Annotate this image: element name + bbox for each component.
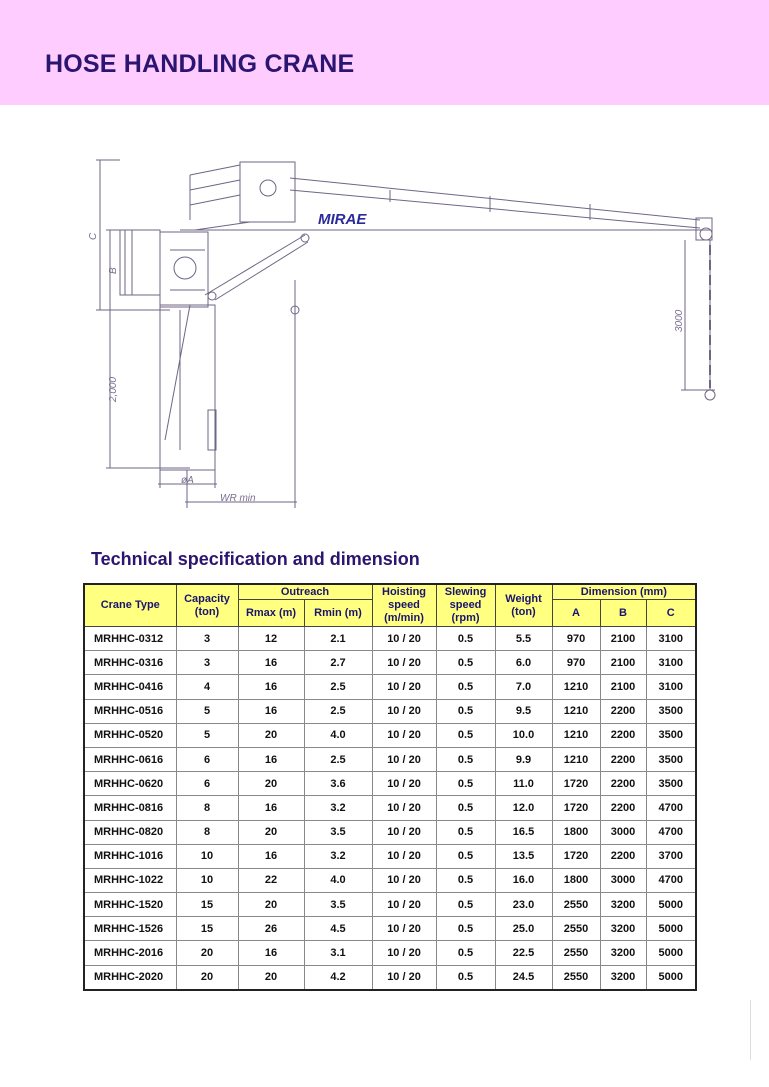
crane-drawing bbox=[90, 150, 740, 520]
dim-label-b: B bbox=[108, 267, 119, 274]
cell-dim-a: 1800 bbox=[552, 868, 600, 892]
cell-dim-a: 2550 bbox=[552, 893, 600, 917]
cell-rmax: 20 bbox=[238, 965, 304, 990]
spec-table bbox=[83, 583, 697, 991]
cell-dim-a: 1800 bbox=[552, 820, 600, 844]
col-dim-a: A bbox=[552, 600, 600, 627]
table-row bbox=[84, 941, 696, 965]
cell-dim-c: 3500 bbox=[646, 747, 696, 771]
cell-capacity: 10 bbox=[176, 844, 238, 868]
cell-rmax: 20 bbox=[238, 820, 304, 844]
cell-capacity: 8 bbox=[176, 820, 238, 844]
cell-dim-c: 3500 bbox=[646, 723, 696, 747]
cell-dim-c: 5000 bbox=[646, 965, 696, 990]
cell-weight: 16.0 bbox=[495, 868, 552, 892]
cell-hoisting: 10 / 20 bbox=[372, 941, 436, 965]
cell-crane-type: MRHHC-0620 bbox=[84, 772, 176, 796]
cell-rmin: 4.2 bbox=[304, 965, 372, 990]
cell-dim-a: 970 bbox=[552, 627, 600, 651]
cell-slewing: 0.5 bbox=[436, 941, 495, 965]
cell-rmin: 3.2 bbox=[304, 796, 372, 820]
cell-capacity: 15 bbox=[176, 893, 238, 917]
cell-crane-type: MRHHC-0316 bbox=[84, 651, 176, 675]
cell-dim-b: 3200 bbox=[600, 941, 646, 965]
cell-dim-c: 3100 bbox=[646, 675, 696, 699]
cell-crane-type: MRHHC-0312 bbox=[84, 627, 176, 651]
cell-rmin: 2.5 bbox=[304, 675, 372, 699]
cell-weight: 9.5 bbox=[495, 699, 552, 723]
cell-dim-b: 2200 bbox=[600, 699, 646, 723]
cell-dim-a: 2550 bbox=[552, 965, 600, 990]
cell-hoisting: 10 / 20 bbox=[372, 965, 436, 990]
cell-slewing: 0.5 bbox=[436, 917, 495, 941]
table-row bbox=[84, 796, 696, 820]
dim-label-chain: 3000 bbox=[674, 309, 685, 332]
cell-rmax: 20 bbox=[238, 723, 304, 747]
cell-dim-a: 2550 bbox=[552, 941, 600, 965]
col-slewing-speed: Slewing speed (rpm) bbox=[436, 584, 495, 627]
col-dim-c: C bbox=[646, 600, 696, 627]
col-outreach: Outreach bbox=[238, 584, 372, 600]
table-row bbox=[84, 820, 696, 844]
cell-capacity: 20 bbox=[176, 965, 238, 990]
table-row bbox=[84, 699, 696, 723]
cell-weight: 10.0 bbox=[495, 723, 552, 747]
cell-hoisting: 10 / 20 bbox=[372, 917, 436, 941]
cell-slewing: 0.5 bbox=[436, 651, 495, 675]
cell-capacity: 10 bbox=[176, 868, 238, 892]
cell-crane-type: MRHHC-2016 bbox=[84, 941, 176, 965]
cell-rmin: 3.5 bbox=[304, 820, 372, 844]
cell-dim-c: 5000 bbox=[646, 941, 696, 965]
cell-dim-c: 4700 bbox=[646, 796, 696, 820]
table-row bbox=[84, 772, 696, 796]
cell-crane-type: MRHHC-0520 bbox=[84, 723, 176, 747]
table-row bbox=[84, 868, 696, 892]
table-row bbox=[84, 965, 696, 990]
cell-dim-b: 2200 bbox=[600, 723, 646, 747]
col-rmax: Rmax (m) bbox=[238, 600, 304, 627]
cell-weight: 22.5 bbox=[495, 941, 552, 965]
cell-slewing: 0.5 bbox=[436, 627, 495, 651]
table-row bbox=[84, 627, 696, 651]
table-row bbox=[84, 917, 696, 941]
cell-dim-b: 2200 bbox=[600, 796, 646, 820]
col-dim-b: B bbox=[600, 600, 646, 627]
cell-dim-b: 2100 bbox=[600, 627, 646, 651]
cell-weight: 9.9 bbox=[495, 747, 552, 771]
spec-table-body bbox=[84, 627, 696, 990]
dim-label-height: 2,000 bbox=[108, 376, 119, 402]
cell-weight: 11.0 bbox=[495, 772, 552, 796]
cell-hoisting: 10 / 20 bbox=[372, 651, 436, 675]
cell-crane-type: MRHHC-0616 bbox=[84, 747, 176, 771]
dim-label-wr-min: WR min bbox=[220, 493, 256, 504]
cell-capacity: 3 bbox=[176, 651, 238, 675]
cell-dim-c: 5000 bbox=[646, 917, 696, 941]
cell-slewing: 0.5 bbox=[436, 965, 495, 990]
cell-rmin: 2.5 bbox=[304, 747, 372, 771]
cell-hoisting: 10 / 20 bbox=[372, 796, 436, 820]
cell-crane-type: MRHHC-0820 bbox=[84, 820, 176, 844]
cell-slewing: 0.5 bbox=[436, 747, 495, 771]
cell-rmax: 16 bbox=[238, 747, 304, 771]
cell-rmin: 3.2 bbox=[304, 844, 372, 868]
col-crane-type: Crane Type bbox=[84, 584, 176, 627]
cell-slewing: 0.5 bbox=[436, 893, 495, 917]
cell-dim-b: 2200 bbox=[600, 844, 646, 868]
cell-rmax: 16 bbox=[238, 796, 304, 820]
cell-hoisting: 10 / 20 bbox=[372, 844, 436, 868]
cell-dim-b: 3000 bbox=[600, 820, 646, 844]
cell-weight: 23.0 bbox=[495, 893, 552, 917]
cell-hoisting: 10 / 20 bbox=[372, 747, 436, 771]
cell-rmax: 20 bbox=[238, 893, 304, 917]
cell-dim-c: 3500 bbox=[646, 772, 696, 796]
cell-crane-type: MRHHC-0416 bbox=[84, 675, 176, 699]
cell-slewing: 0.5 bbox=[436, 868, 495, 892]
cell-dim-b: 2100 bbox=[600, 675, 646, 699]
cell-dim-b: 2200 bbox=[600, 772, 646, 796]
cell-slewing: 0.5 bbox=[436, 820, 495, 844]
table-row bbox=[84, 723, 696, 747]
cell-weight: 25.0 bbox=[495, 917, 552, 941]
cell-hoisting: 10 / 20 bbox=[372, 772, 436, 796]
cell-capacity: 8 bbox=[176, 796, 238, 820]
cell-dim-a: 1210 bbox=[552, 699, 600, 723]
cell-rmax: 16 bbox=[238, 844, 304, 868]
cell-dim-a: 1210 bbox=[552, 747, 600, 771]
cell-rmax: 22 bbox=[238, 868, 304, 892]
cell-rmin: 3.6 bbox=[304, 772, 372, 796]
cell-dim-a: 1720 bbox=[552, 796, 600, 820]
cell-capacity: 20 bbox=[176, 941, 238, 965]
cell-capacity: 5 bbox=[176, 699, 238, 723]
cell-hoisting: 10 / 20 bbox=[372, 675, 436, 699]
cell-weight: 5.5 bbox=[495, 627, 552, 651]
cell-weight: 12.0 bbox=[495, 796, 552, 820]
cell-capacity: 3 bbox=[176, 627, 238, 651]
dim-label-dia-a: øA bbox=[181, 475, 194, 486]
cell-rmax: 16 bbox=[238, 675, 304, 699]
cell-rmax: 26 bbox=[238, 917, 304, 941]
cell-rmin: 3.5 bbox=[304, 893, 372, 917]
cell-rmin: 2.5 bbox=[304, 699, 372, 723]
cell-weight: 13.5 bbox=[495, 844, 552, 868]
cell-rmin: 3.1 bbox=[304, 941, 372, 965]
cell-slewing: 0.5 bbox=[436, 675, 495, 699]
col-dimension: Dimension (mm) bbox=[552, 584, 696, 600]
cell-dim-c: 3100 bbox=[646, 651, 696, 675]
cell-hoisting: 10 / 20 bbox=[372, 723, 436, 747]
page-edge-mark bbox=[750, 1000, 751, 1060]
section-heading: Technical specification and dimension bbox=[91, 549, 420, 569]
col-rmin: Rmin (m) bbox=[304, 600, 372, 627]
table-row bbox=[84, 675, 696, 699]
cell-dim-c: 3700 bbox=[646, 844, 696, 868]
cell-rmax: 16 bbox=[238, 941, 304, 965]
col-weight: Weight (ton) bbox=[495, 584, 552, 627]
cell-dim-c: 3100 bbox=[646, 627, 696, 651]
cell-dim-b: 3200 bbox=[600, 893, 646, 917]
cell-hoisting: 10 / 20 bbox=[372, 699, 436, 723]
col-hoisting-speed: Hoisting speed (m/min) bbox=[372, 584, 436, 627]
cell-dim-a: 1720 bbox=[552, 772, 600, 796]
cell-rmin: 4.0 bbox=[304, 868, 372, 892]
cell-dim-a: 970 bbox=[552, 651, 600, 675]
cell-slewing: 0.5 bbox=[436, 699, 495, 723]
cell-dim-b: 2100 bbox=[600, 651, 646, 675]
cell-hoisting: 10 / 20 bbox=[372, 893, 436, 917]
cell-dim-a: 2550 bbox=[552, 917, 600, 941]
page-title: HOSE HANDLING CRANE bbox=[45, 50, 355, 78]
cell-hoisting: 10 / 20 bbox=[372, 820, 436, 844]
cell-dim-c: 5000 bbox=[646, 893, 696, 917]
cell-dim-c: 3500 bbox=[646, 699, 696, 723]
cell-capacity: 4 bbox=[176, 675, 238, 699]
cell-rmax: 12 bbox=[238, 627, 304, 651]
cell-slewing: 0.5 bbox=[436, 772, 495, 796]
cell-slewing: 0.5 bbox=[436, 796, 495, 820]
cell-hoisting: 10 / 20 bbox=[372, 627, 436, 651]
cell-capacity: 5 bbox=[176, 723, 238, 747]
cell-rmax: 16 bbox=[238, 699, 304, 723]
table-row bbox=[84, 893, 696, 917]
cell-dim-a: 1720 bbox=[552, 844, 600, 868]
brand-logo: MIRAE bbox=[318, 211, 367, 228]
cell-crane-type: MRHHC-2020 bbox=[84, 965, 176, 990]
table-row bbox=[84, 844, 696, 868]
cell-dim-b: 3000 bbox=[600, 868, 646, 892]
cell-rmin: 2.7 bbox=[304, 651, 372, 675]
cell-slewing: 0.5 bbox=[436, 844, 495, 868]
cell-hoisting: 10 / 20 bbox=[372, 868, 436, 892]
cell-crane-type: MRHHC-1526 bbox=[84, 917, 176, 941]
dim-label-c: C bbox=[88, 232, 99, 240]
cell-dim-c: 4700 bbox=[646, 868, 696, 892]
cell-crane-type: MRHHC-1016 bbox=[84, 844, 176, 868]
cell-crane-type: MRHHC-1520 bbox=[84, 893, 176, 917]
cell-capacity: 6 bbox=[176, 747, 238, 771]
col-capacity: Capacity (ton) bbox=[176, 584, 238, 627]
cell-capacity: 15 bbox=[176, 917, 238, 941]
cell-weight: 16.5 bbox=[495, 820, 552, 844]
table-row bbox=[84, 747, 696, 771]
cell-crane-type: MRHHC-1022 bbox=[84, 868, 176, 892]
cell-dim-a: 1210 bbox=[552, 723, 600, 747]
cell-dim-b: 3200 bbox=[600, 965, 646, 990]
cell-rmin: 2.1 bbox=[304, 627, 372, 651]
cell-slewing: 0.5 bbox=[436, 723, 495, 747]
cell-weight: 7.0 bbox=[495, 675, 552, 699]
cell-rmin: 4.0 bbox=[304, 723, 372, 747]
cell-crane-type: MRHHC-0816 bbox=[84, 796, 176, 820]
cell-dim-b: 2200 bbox=[600, 747, 646, 771]
cell-dim-b: 3200 bbox=[600, 917, 646, 941]
cell-crane-type: MRHHC-0516 bbox=[84, 699, 176, 723]
cell-dim-c: 4700 bbox=[646, 820, 696, 844]
cell-weight: 6.0 bbox=[495, 651, 552, 675]
cell-rmax: 20 bbox=[238, 772, 304, 796]
table-row bbox=[84, 651, 696, 675]
cell-rmin: 4.5 bbox=[304, 917, 372, 941]
cell-rmax: 16 bbox=[238, 651, 304, 675]
cell-dim-a: 1210 bbox=[552, 675, 600, 699]
cell-capacity: 6 bbox=[176, 772, 238, 796]
cell-weight: 24.5 bbox=[495, 965, 552, 990]
